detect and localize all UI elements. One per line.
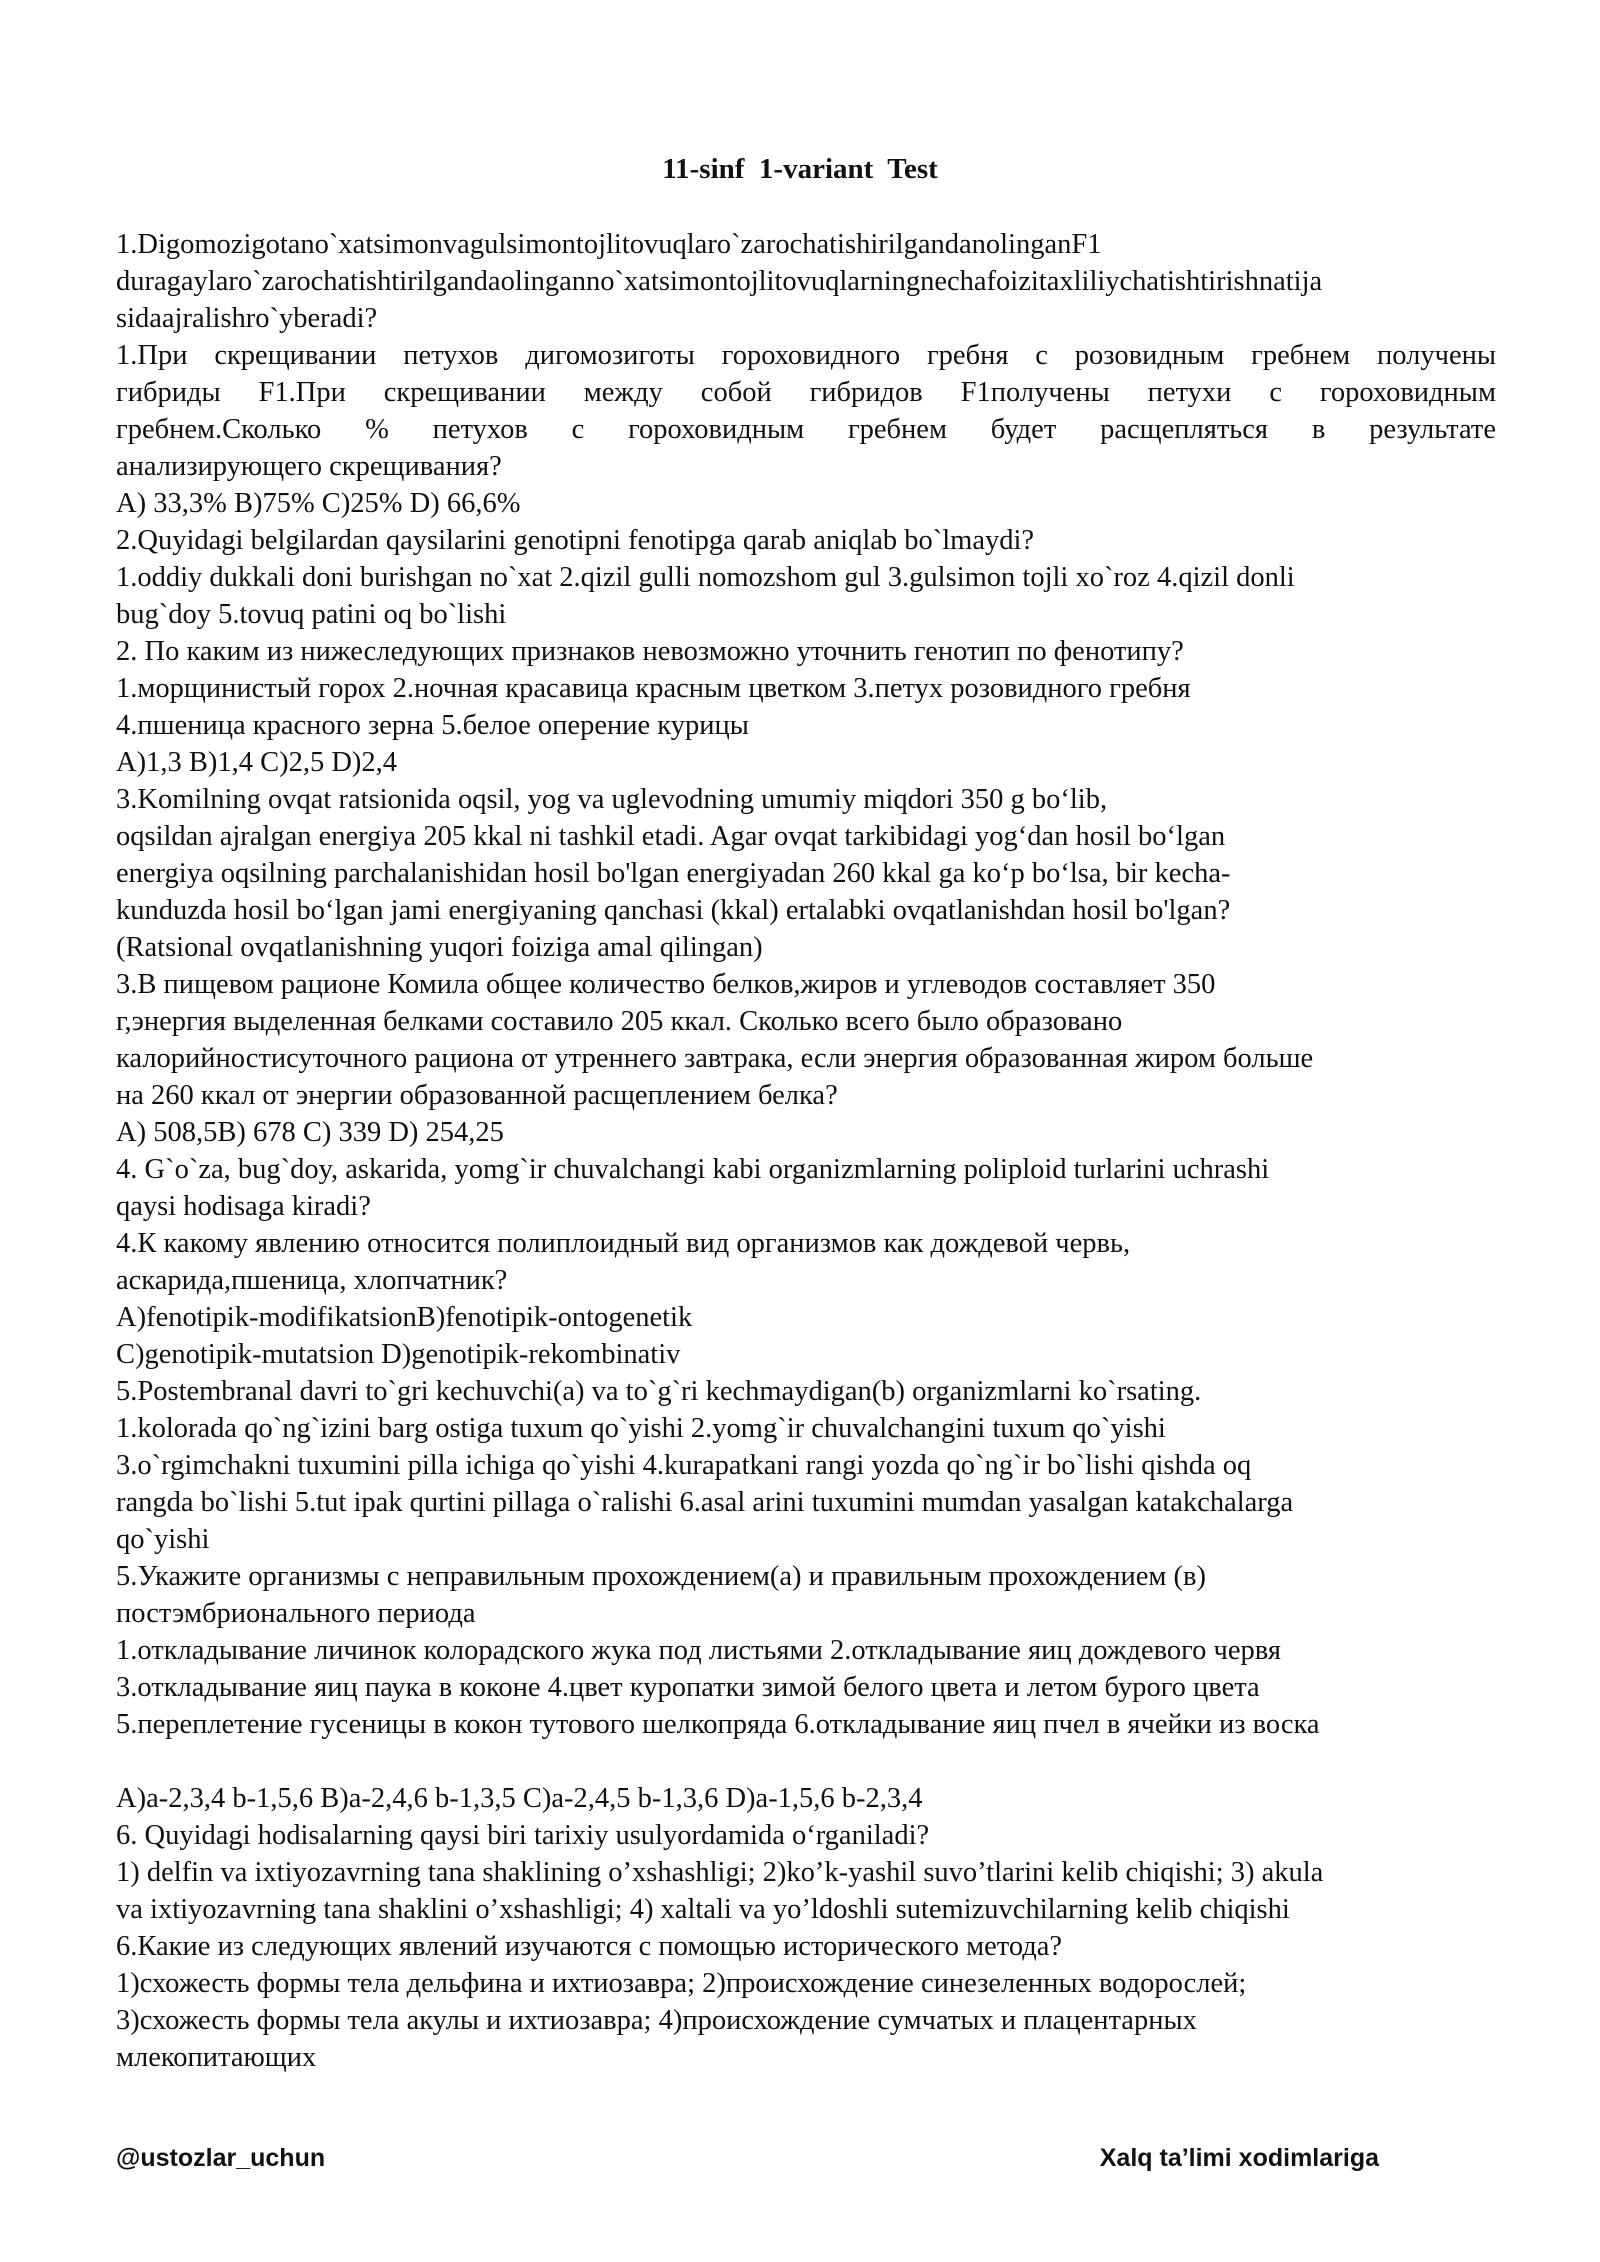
text-line: 4. G`o`za, bug`doy, askarida, yomg`ir chuvalchangi kabi organizmlarning poliploid turlarini uchrashi [116, 1154, 1270, 1185]
text-line: oqsildan ajralgan energiya 205 kkal ni tashkil etadi. Agar ovqat tarkibidagi yog‘dan hosil bo‘lgan [116, 821, 1226, 852]
footer-caption: Xalq ta’limi xodimlariga [1099, 2144, 1379, 2172]
text-line: 3.Komilning ovqat ratsionida oqsil, yog va uglevodning umumiy miqdori 350 g bo‘lib, [116, 784, 1108, 815]
text-line: 1)схожесть формы тела дельфина и ихтиозавра; 2)происхождение синезеленных водорослей; [116, 1968, 1247, 1999]
text-line: 3.откладывание яиц паука в коконе 4.цвет куропатки зимой белого цвета и летом бурого цвета [116, 1672, 1260, 1703]
text-line: постэмбрионального периода [116, 1598, 476, 1629]
text-line: 6.Какие из следующих явлений изучаются с помощью исторического метода? [116, 1931, 1063, 1962]
text-line: 5.Postembranal davri to`gri kechuvchi(a) va to`g`ri kechmaydigan(b) organizmlarni ko`rsating. [116, 1376, 1202, 1407]
text-line: 3)схожесть формы тела акулы и ихтиозавра; 4)происхождение сумчатых и плацентарных [116, 2005, 1197, 2036]
text-line: A) 33,3% B)75% C)25% D) 66,6% [116, 488, 521, 519]
text-line: 1) delfin va ixtiyozavrning tana shaklining o’xshashligi; 2)ko’k-yashil suvo’tlarini kelib chiqishi; 3) akula [116, 1857, 1324, 1888]
text-line: аскарида,пшеница, хлопчатник? [116, 1265, 508, 1296]
text-line: гребнем.Сколько % петухов с гороховидным гребнем будет расщепляться в результате [116, 414, 1496, 445]
text-line: анализирующего скрещивания? [116, 451, 502, 482]
text-line: 5.Укажите организмы с неправильным прохождением(a) и правильным прохождением (в) [116, 1561, 1206, 1592]
text-line: 4.пшеница красного зерна 5.белое оперение курицы [116, 710, 749, 741]
text-line: A)fenotipik-modifikatsionB)fenotipik-ontogenetik [116, 1302, 693, 1333]
document-body [116, 226, 1496, 2076]
page-title: 11-sinf 1-variant Test [662, 153, 938, 185]
text-line: 2. По каким из нижеследующих признаков невозможно уточнить генотип по фенотипу? [116, 636, 1184, 667]
text-line: 1.Digomozigotano`xatsimonvagulsimontojlitovuqlaro`zarochatishirilgandanolinganF1 [116, 229, 1102, 260]
text-line: kunduzda hosil bo‘lgan jami energiyaning qanchasi (kkal) ertalabki ovqatlanishdan hosil bo'lgan? [116, 895, 1231, 926]
text-line: 5.переплетение гусеницы в кокон тутового шелкопряда 6.откладывание яиц пчел в ячейки из воска [116, 1709, 1320, 1740]
text-line: A)a-2,3,4 b-1,5,6 B)a-2,4,6 b-1,3,5 C)a-2,4,5 b-1,3,6 D)a-1,5,6 b-2,3,4 [116, 1783, 923, 1814]
text-line: 2.Quyidagi belgilardan qaysilarini genotipni fenotipga qarab aniqlab bo`lmaydi? [116, 525, 1035, 556]
text-line: bug`doy 5.tovuq patini oq bo`lishi [116, 599, 507, 630]
text-line: 1.oddiy dukkali doni burishgan no`xat 2.qizil gulli nomozshom gul 3.gulsimon tojli xo`roz 4.qizil donli [116, 562, 1295, 593]
text-line: qaysi hodisaga kiradi? [116, 1191, 371, 1222]
text-line: 1.kolorada qo`ng`izini barg ostiga tuxum qo`yishi 2.yomg`ir chuvalchangini tuxum qo`yishi [116, 1413, 1166, 1444]
text-line: 1.откладывание личинок колорадского жука под листьями 2.откладывание яиц дождевого червя [116, 1635, 1281, 1666]
text-line: на 260 ккал от энергии образованной расщеплением белка? [116, 1080, 838, 1111]
blank-line [116, 1743, 1496, 1780]
text-line: 4.К какому явлению относится полиплоидный вид организмов как дождевой червь, [116, 1228, 1131, 1259]
text-line: 1.При скрещивании петухов дигомозиготы гороховидного гребня с розовидным гребнем получены [116, 340, 1496, 371]
text-line: 3.o`rgimchakni tuxumini pilla ichiga qo`yishi 4.kurapatkani rangi yozda qo`ng`ir bo`lishi qishda oq [116, 1450, 1252, 1481]
text-line: energiya oqsilning parchalanishidan hosil bo'lgan energiyadan 260 kkal ga ko‘p bo‘lsa, bir kecha- [116, 858, 1231, 889]
text-line: г,энергия выделенная белками составило 205 ккал. Сколько всего было образовано [116, 1006, 1123, 1037]
text-line: sidaajralishro`yberadi? [116, 303, 378, 334]
text-line: A) 508,5B) 678 C) 339 D) 254,25 [116, 1117, 504, 1148]
text-line: 1.морщинистый горох 2.ночная красавица красным цветком 3.петух розовидного гребня [116, 673, 1191, 704]
text-line: va ixtiyozavrning tana shaklini o’xshashligi; 4) xaltali va yo’ldoshli sutemizuvchilarning kelib chiqishi [116, 1894, 1290, 1925]
text-line: гибриды F1.При скрещивании между собой гибридов F1получены петухи с гороховидным [116, 377, 1496, 408]
text-line: 6. Quyidagi hodisalarning qaysi biri tarixiy usulyordamida o‘rganiladi? [116, 1820, 930, 1851]
text-line: C)genotipik-mutatsion D)genotipik-rekombinativ [116, 1339, 681, 1370]
text-line: 3.В пищевом рационе Комила общее количество белков,жиров и углеводов составляет 350 [116, 969, 1216, 1000]
text-line: калорийностисуточного рациона от утреннего завтрака, если энергия образованная жиром больше [116, 1043, 1314, 1074]
text-line: rangda bo`lishi 5.tut ipak qurtini pillaga o`ralishi 6.asal arini tuxumini mumdan yasalgan katakchalarga [116, 1487, 1294, 1518]
text-line: (Ratsional ovqatlanishning yuqori foiziga amal qilingan) [116, 932, 763, 963]
footer-channel-handle: @ustozlar_uchun [116, 2144, 326, 2172]
text-line: млекопитающих [116, 2042, 317, 2073]
text-line: qo`yishi [116, 1524, 210, 1555]
text-line: A)1,3 B)1,4 C)2,5 D)2,4 [116, 747, 398, 778]
text-line: duragaylaro`zarochatishtirilgandaolinganno`xatsimontojlitovuqlarningnechafoizitaxliliychatishtirishnatija [116, 266, 1323, 297]
